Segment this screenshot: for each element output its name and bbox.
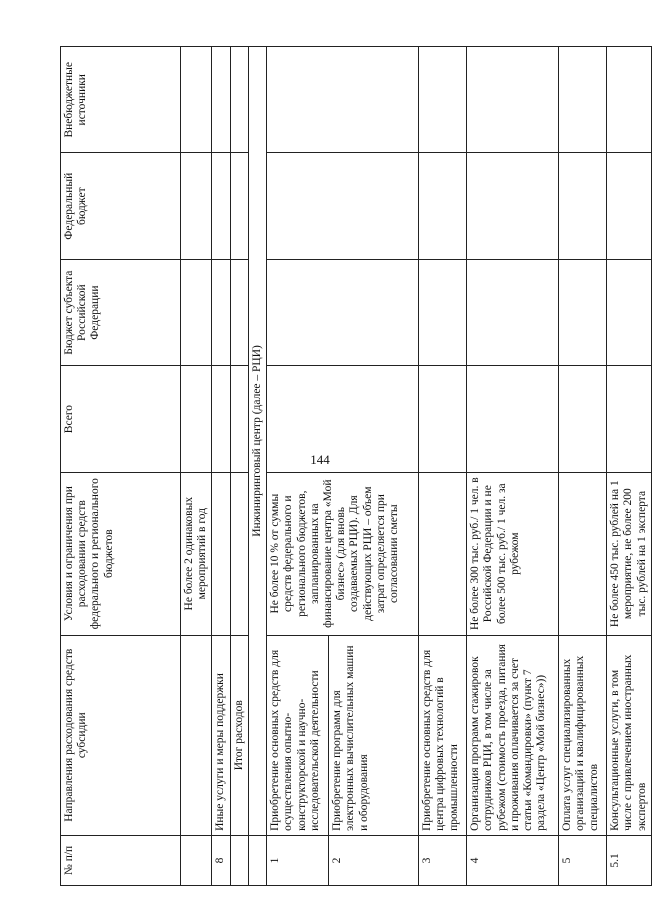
cell-federal	[212, 153, 230, 259]
row-num: 3	[419, 835, 467, 885]
row-num: 1	[267, 835, 329, 885]
cell-federal	[230, 153, 248, 259]
cell-region	[181, 259, 212, 365]
header-region: Бюджет субъекта Российской Федерации	[61, 259, 181, 365]
cell-federal	[607, 153, 652, 259]
table-row	[419, 47, 467, 886]
cell-total	[467, 366, 559, 472]
row-direction: Приобретение основных средств для центра цифровых технологий в промышленности	[419, 635, 467, 835]
row-num: 5	[559, 835, 607, 885]
cell-total	[559, 366, 607, 472]
cell-extra	[230, 47, 248, 153]
section-row	[248, 47, 266, 886]
header-direction: Направления расходования средств субсидии	[61, 635, 181, 835]
section-title: Инжиниринговый центр (далее – РЦИ)	[248, 47, 266, 836]
cell-extra	[212, 47, 230, 153]
table-row	[212, 47, 230, 886]
row-direction: Приобретение основных средств для осуществления опытно-конструкторской и научно-исследовательской деятельности	[267, 635, 329, 835]
row-num	[181, 835, 212, 885]
cell-region	[419, 259, 467, 365]
cell-extra	[559, 47, 607, 153]
row-conditions: Не более 10 % от суммы средств федерального и регионального бюджетов, запланированных на финансирование центра «Мой бизнес» (для вновь создаваемых РЦИ). Для действующих РЦИ – объем затрат определяется при согласовании сметы	[267, 472, 419, 635]
section-num	[248, 835, 266, 885]
cell-total	[267, 366, 419, 472]
cell-total	[212, 366, 230, 472]
row-conditions	[212, 472, 230, 635]
row-direction: Организация программ стажировок сотрудников РЦИ, в том числе за рубежом (стоимость проезда, питания и проживания оплачивается за счет статьи «Командировки» (пункт 7 раздела «Центр «Мой бизнес»))	[467, 635, 559, 835]
cell-federal	[181, 153, 212, 259]
cell-region	[212, 259, 230, 365]
table-row	[559, 47, 607, 886]
cell-region	[230, 259, 248, 365]
row-conditions: Не более 2 одинаковых мероприятий в год	[181, 472, 212, 635]
table-row	[181, 47, 212, 886]
cell-total	[181, 366, 212, 472]
subsidy-table	[60, 46, 652, 886]
cell-federal	[559, 153, 607, 259]
row-conditions	[559, 472, 607, 635]
cell-region	[559, 259, 607, 365]
row-direction: Приобретение программ для электронных вычислительных машин и оборудования	[329, 635, 419, 835]
row-direction	[181, 635, 212, 835]
row-direction: Итог расходов	[230, 635, 248, 835]
cell-extra	[181, 47, 212, 153]
row-num: 2	[329, 835, 419, 885]
row-num	[230, 835, 248, 885]
cell-federal	[267, 153, 419, 259]
cell-extra	[607, 47, 652, 153]
header-conditions: Условия и ограничения при расходовании средств федерального и регионального бюджетов	[61, 472, 181, 635]
rotated-table-container	[60, 46, 648, 886]
header-federal: Федеральный бюджет	[61, 153, 181, 259]
row-num: 5.1	[607, 835, 652, 885]
cell-federal	[419, 153, 467, 259]
cell-total	[230, 366, 248, 472]
row-direction: Оплата услуг специализированных организаций и квалифицированных специалистов	[559, 635, 607, 835]
row-conditions	[230, 472, 248, 635]
row-direction: Иные услуги и меры поддержки	[212, 635, 230, 835]
table-row	[467, 47, 559, 886]
header-total: Всего	[61, 366, 181, 472]
cell-federal	[467, 153, 559, 259]
cell-extra	[267, 47, 419, 153]
cell-total	[419, 366, 467, 472]
cell-region	[607, 259, 652, 365]
header-num: № п/п	[61, 835, 181, 885]
header-extra: Внебюджетные источники	[61, 47, 181, 153]
row-conditions	[419, 472, 467, 635]
row-direction: Консультационные услуги, в том числе с привлечением иностранных экспертов	[607, 635, 652, 835]
cell-extra	[467, 47, 559, 153]
page-number: 144	[310, 452, 330, 467]
header-row	[61, 47, 181, 886]
row-conditions: Не более 300 тыс. руб./ 1 чел. в Российской Федерации и не более 500 тыс. руб./ 1 чел. за рубежом	[467, 472, 559, 635]
table-row	[230, 47, 248, 886]
table-row	[267, 47, 329, 886]
row-conditions: Не более 450 тыс. рублей на 1 мероприятие, не более 200 тыс. рублей на 1 эксперта	[607, 472, 652, 635]
cell-region	[267, 259, 419, 365]
cell-total	[607, 366, 652, 472]
row-num: 8	[212, 835, 230, 885]
row-num: 4	[467, 835, 559, 885]
cell-region	[467, 259, 559, 365]
table-row	[607, 47, 652, 886]
cell-extra	[419, 47, 467, 153]
